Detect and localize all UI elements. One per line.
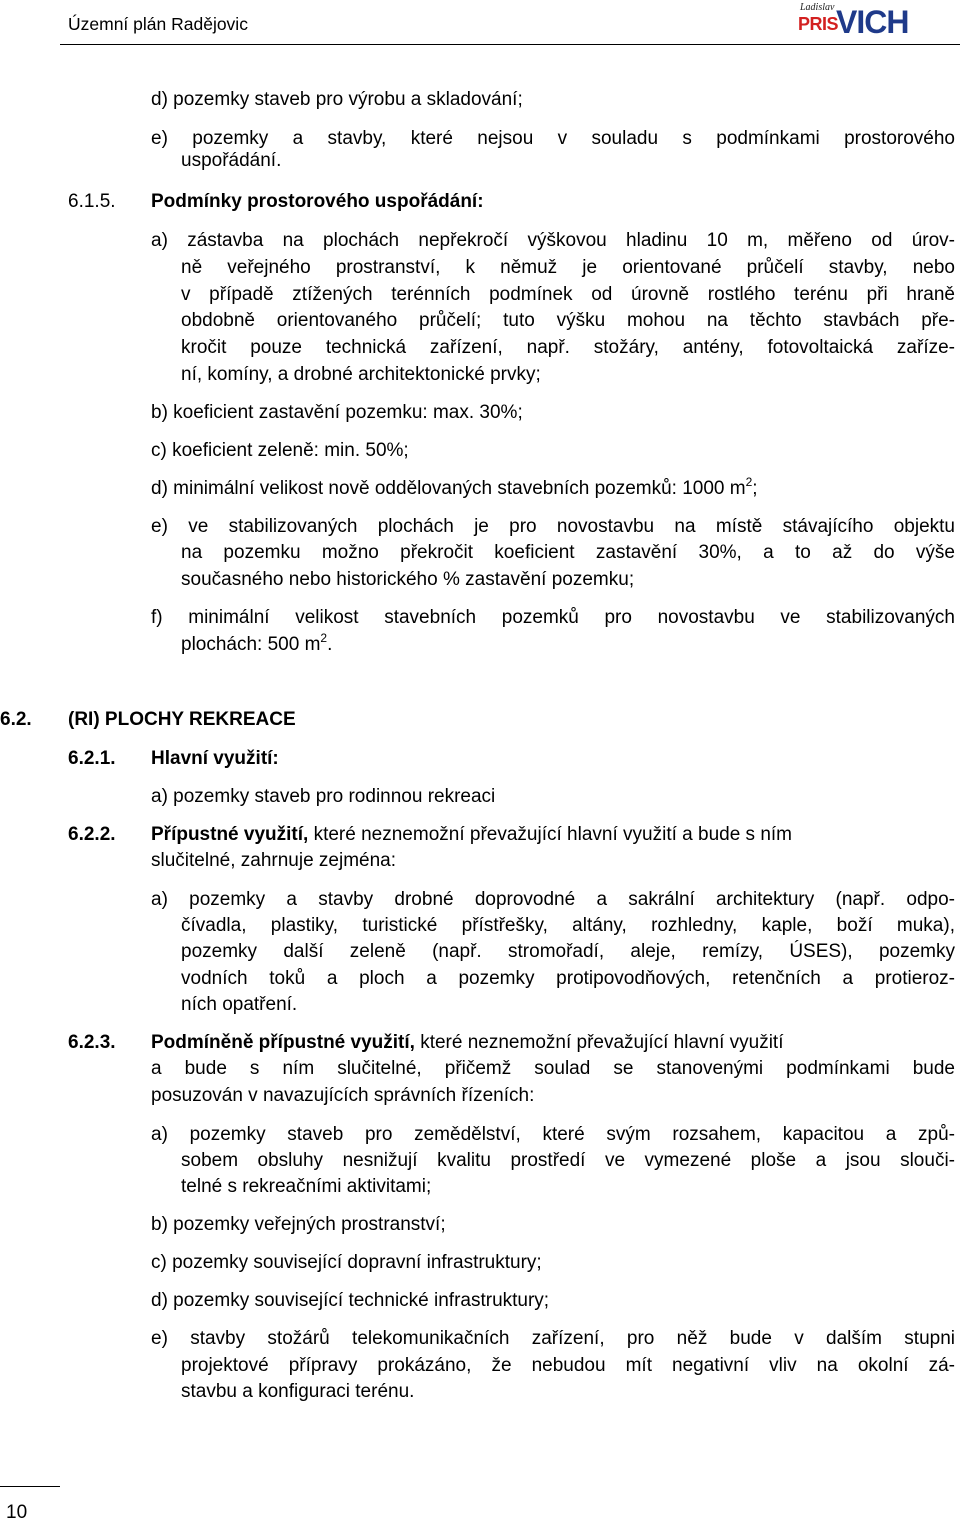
list-item: a) zástavba na plochách nepřekročí výškovou hladinu 10 m, měřeno od úrov-	[151, 230, 955, 251]
section-number: 6.2.2.	[68, 824, 116, 845]
section-number: 6.2.3.	[68, 1032, 116, 1053]
list-item-continuation: vodních toků a ploch a pozemky protipovodňových, retenčních a protieroz-	[181, 968, 955, 989]
logo-pris-text: PRIS	[798, 14, 839, 34]
logo-small-text: Ladislav	[800, 2, 835, 13]
list-item-continuation: ních opatření.	[181, 994, 298, 1015]
page-number: 10	[6, 1502, 28, 1523]
list-item-continuation: sobem obsluhy nesnižují kvalitu prostředí ve vymezené ploše a jsou slouči-	[181, 1150, 955, 1171]
section-title: (RI) PLOCHY REKREACE	[68, 709, 296, 730]
list-item: f) minimální velikost stavebních pozemků pro novostavbu ve stabilizovaných	[151, 607, 955, 628]
section-number: 6.2.	[0, 709, 32, 730]
list-item-continuation: obdobně orientovaného průčelí; tuto výšku mohou na těchto stavbách pře-	[181, 310, 955, 331]
list-item-continuation: v případě ztížených terénních podmínek od úrovně rostlého terénu při hraně	[181, 284, 955, 305]
list-item-continuation: kročit pouze technická zařízení, např. stožáry, antény, fotovoltaická zaříze-	[181, 337, 955, 358]
list-item-continuation: čívadla, plastiky, turistické přístřešky, altány, rozhledny, kaple, boží muka),	[181, 915, 955, 936]
list-item-continuation: projektové přípravy prokázáno, že nebudou mít negativní vliv na okolní zá-	[181, 1355, 955, 1376]
list-item-continuation: ní, komíny, a drobné architektonické prvky;	[181, 364, 541, 385]
list-item: d) minimální velikost nově oddělovaných stavebních pozemků: 1000 $m^2$;	[151, 475, 758, 499]
list-item: b) pozemky veřejných prostranství;	[151, 1214, 446, 1235]
list-item-continuation: telné s rekreačními aktivitami;	[181, 1176, 432, 1197]
list-item: d) pozemky související technické infrastruktury;	[151, 1290, 550, 1311]
list-item-continuation: pozemky další zeleně (např. stromořadí, aleje, remízy, ÚSES), pozemky	[181, 941, 955, 962]
list-item: a) pozemky a stavby drobné doprovodné a sakrální architektury (např. odpo-	[151, 889, 955, 910]
company-logo	[798, 3, 930, 39]
section-text: a bude s ním slučitelné, přičemž soulad se stanovenými podmínkami bude	[151, 1058, 955, 1079]
list-item-continuation: ně veřejného prostranství, k němuž je orientované průčelí stavby, nebo	[181, 257, 955, 278]
logo-vich-text: VICH	[836, 4, 909, 40]
section-title: Hlavní využití:	[151, 748, 279, 769]
list-item: a) pozemky staveb pro rodinnou rekreaci	[151, 786, 496, 807]
section-title: Přípustné využití, které neznemožní převažující hlavní využití a bude s ním	[151, 824, 792, 845]
section-number: 6.2.1.	[68, 748, 116, 769]
document-title: Územní plán Radějovic	[68, 14, 248, 34]
section-title: Podmínky prostorového uspořádání:	[151, 191, 484, 212]
header-divider	[60, 44, 960, 45]
list-item-continuation: uspořádání.	[181, 150, 282, 171]
list-item-continuation: na pozemku možno překročit koeficient zastavění 30%, a to až do výše	[181, 542, 955, 563]
footer-divider	[0, 1486, 60, 1487]
list-item: c) pozemky související dopravní infrastruktury;	[151, 1252, 542, 1273]
list-item: d) pozemky staveb pro výrobu a skladování;	[151, 89, 523, 110]
section-title: Podmíněně přípustné využití, které neznemožní převažující hlavní využití	[151, 1032, 784, 1053]
section-text: slučitelné, zahrnuje zejména:	[151, 850, 397, 871]
list-item: e) pozemky a stavby, které nejsou v souladu s podmínkami prostorového	[151, 128, 955, 149]
section-text: posuzován v navazujících správních řízeních:	[151, 1085, 535, 1106]
list-item: b) koeficient zastavění pozemku: max. 30%;	[151, 402, 523, 423]
list-item: c) koeficient zeleně: min. 50%;	[151, 440, 409, 461]
section-number: 6.1.5.	[68, 191, 116, 212]
page-header	[0, 0, 960, 46]
list-item-continuation: plochách: 500 $m^2$.	[181, 631, 333, 655]
list-item-continuation: současného nebo historického % zastavění pozemku;	[181, 569, 635, 590]
list-item-continuation: stavbu a konfiguraci terénu.	[181, 1381, 415, 1402]
list-item: e) stavby stožárů telekomunikačních zařízení, pro něž bude v dalším stupni	[151, 1328, 955, 1349]
list-item: a) pozemky staveb pro zemědělství, které svým rozsahem, kapacitou a způ-	[151, 1124, 955, 1145]
list-item: e) ve stabilizovaných plochách je pro novostavbu na místě stávajícího objektu	[151, 516, 955, 537]
